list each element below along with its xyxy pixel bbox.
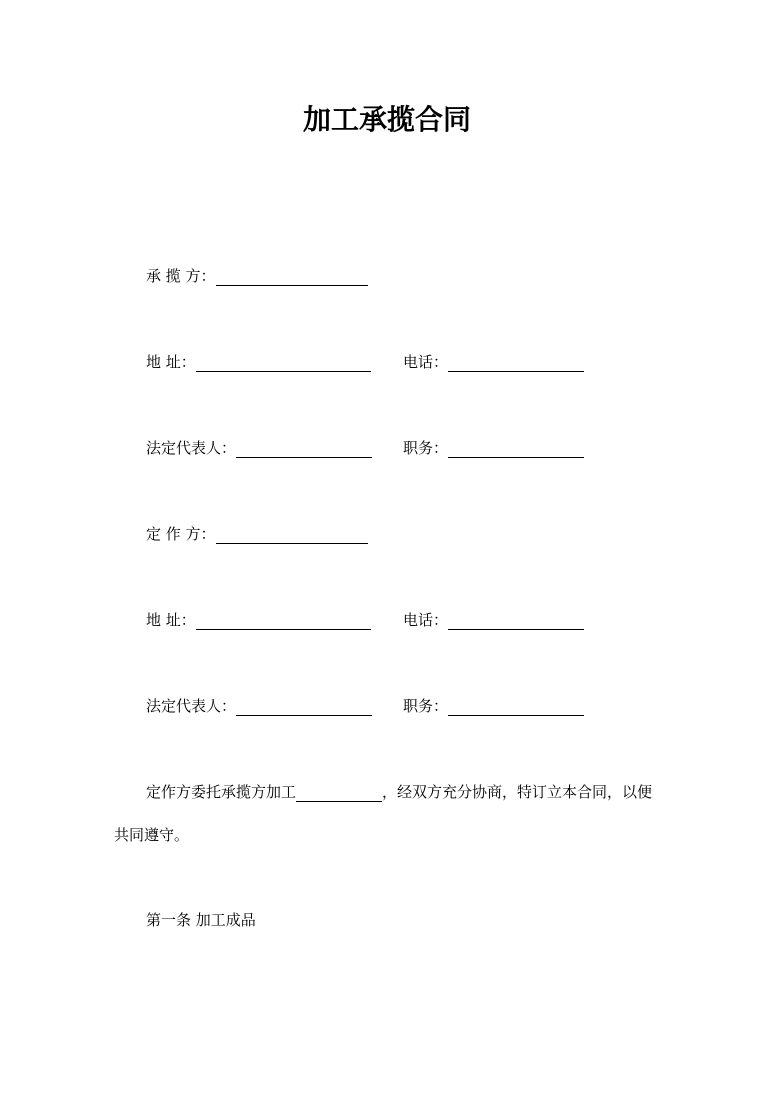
client-phone-row — [403, 610, 584, 630]
client-phone-label: 电话： — [403, 611, 449, 629]
contractor-phone-label: 电话： — [403, 353, 449, 371]
contractor-phone-field[interactable] — [448, 356, 584, 372]
client-rep-row — [146, 696, 372, 716]
contractor-party-row — [146, 266, 368, 286]
client-rep-label: 法定代表人： — [146, 697, 237, 715]
contractor-address-field[interactable] — [196, 356, 371, 372]
client-phone-field[interactable] — [448, 614, 584, 630]
contractor-rep-label: 法定代表人： — [146, 439, 237, 457]
client-position-row — [403, 696, 584, 716]
contractor-position-field[interactable] — [448, 442, 584, 458]
contractor-party-label: 承 揽 方： — [146, 267, 216, 285]
client-party-label: 定 作 方： — [146, 525, 216, 543]
contractor-rep-field[interactable] — [236, 442, 372, 458]
intro-text-part1: 定作方委托承揽方加工 — [146, 783, 297, 801]
document-title: 加工承揽合同 — [302, 103, 471, 136]
intro-paragraph-line1 — [146, 782, 652, 802]
processed-item-blank[interactable] — [296, 787, 382, 802]
intro-text-part3: 共同遵守。 — [114, 826, 190, 844]
contractor-position-row — [403, 438, 584, 458]
client-address-field[interactable] — [196, 614, 371, 630]
contractor-phone-row — [403, 352, 584, 372]
contractor-address-label: 地 址： — [146, 353, 196, 371]
client-party-field[interactable] — [216, 528, 368, 544]
article-1-heading: 第一条 加工成品 — [146, 911, 256, 929]
client-rep-field[interactable] — [236, 700, 372, 716]
intro-text-part2: ，经双方充分协商，特订立本合同，以便 — [382, 783, 653, 801]
contractor-rep-row — [146, 438, 372, 458]
client-address-label: 地 址： — [146, 611, 196, 629]
contractor-address-row — [146, 352, 371, 372]
intro-paragraph-line2 — [114, 825, 189, 845]
client-position-label: 职务： — [403, 697, 449, 715]
client-party-row — [146, 524, 368, 544]
client-position-field[interactable] — [448, 700, 584, 716]
contractor-party-field[interactable] — [216, 270, 368, 286]
client-address-row — [146, 610, 371, 630]
contractor-position-label: 职务： — [403, 439, 449, 457]
